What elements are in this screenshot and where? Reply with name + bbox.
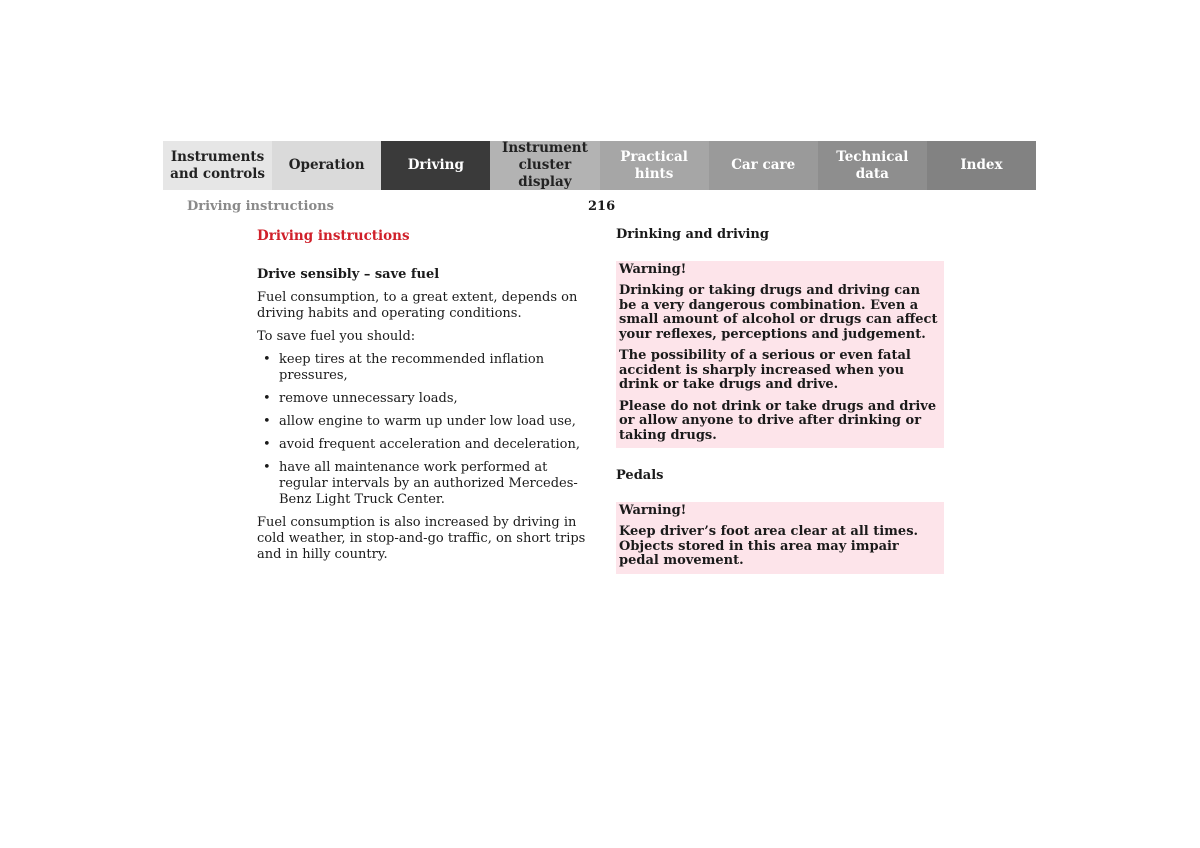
list-item: [257, 414, 587, 430]
right-column: [616, 228, 944, 595]
page-title: Driving instructions: [257, 228, 410, 244]
running-section-header: Driving instructions: [187, 199, 334, 214]
warning-paragraph: Keep driver’s foot area clear at all times. Objects stored in this area may impair pedal movement.: [619, 524, 919, 568]
fuel-tips-list: [257, 352, 587, 508]
bullet-glyph: •: [263, 460, 271, 475]
list-item-text: remove unnecessary loads,: [279, 391, 458, 406]
closing-paragraph: Fuel consumption is also increased by driving in cold weather, in stop-and-go traffic, on short trips and in hilly country.: [257, 515, 586, 562]
bullet-glyph: •: [263, 414, 271, 429]
warning-box-drinking: [616, 261, 944, 449]
tab-car-care[interactable]: Car care: [709, 141, 818, 190]
tab-technical-data[interactable]: Technical data: [818, 141, 927, 190]
warning-box-pedals: [616, 502, 944, 574]
warning-paragraph: The possibility of a serious or even fatal accident is sharply increased when you drink or take drugs and drive.: [619, 348, 911, 392]
tab-instrument-cluster-display[interactable]: Instrument cluster display: [490, 141, 599, 190]
list-item-text: allow engine to warm up under low load use,: [279, 414, 576, 429]
bullet-glyph: •: [263, 437, 271, 452]
bullet-glyph: •: [263, 391, 271, 406]
warning-title: Warning!: [619, 261, 687, 277]
bullet-glyph: •: [263, 352, 271, 367]
subheading-save-fuel: Drive sensibly – save fuel: [257, 267, 440, 282]
heading-pedals: Pedals: [616, 468, 664, 483]
list-item: [257, 352, 587, 384]
page-number: 216: [588, 199, 616, 214]
warning-paragraph: Drinking or taking drugs and driving can be a very dangerous combination. Even a small amount of alcohol or drugs can affect your reflexes, perceptions and judgement.: [619, 283, 938, 342]
tab-instruments-and-controls[interactable]: Instruments and controls: [163, 141, 272, 190]
list-item: [257, 391, 587, 407]
list-item: [257, 437, 587, 453]
list-item-text: keep tires at the recommended inflation pressures,: [279, 352, 545, 383]
tab-index[interactable]: Index: [927, 141, 1036, 190]
tab-operation[interactable]: Operation: [272, 141, 381, 190]
list-item-text: avoid frequent acceleration and deceleration,: [279, 437, 580, 452]
left-column: [257, 228, 587, 570]
warning-paragraph: Please do not drink or take drugs and drive or allow anyone to drive after drinking or taking drugs.: [619, 398, 937, 443]
tab-practical-hints[interactable]: Practical hints: [600, 141, 709, 190]
list-item: [257, 460, 587, 508]
heading-drinking-and-driving: Drinking and driving: [616, 227, 769, 242]
chapter-tab-bar: [163, 141, 1036, 190]
lead-paragraph: To save fuel you should:: [257, 329, 416, 344]
tab-driving[interactable]: Driving: [381, 141, 490, 190]
list-item-text: have all maintenance work performed at regular intervals by an authorized Mercedes-Benz Light Truck Center.: [279, 460, 578, 507]
warning-title: Warning!: [619, 502, 687, 518]
intro-paragraph: Fuel consumption, to a great extent, depends on driving habits and operating conditions.: [257, 290, 578, 321]
